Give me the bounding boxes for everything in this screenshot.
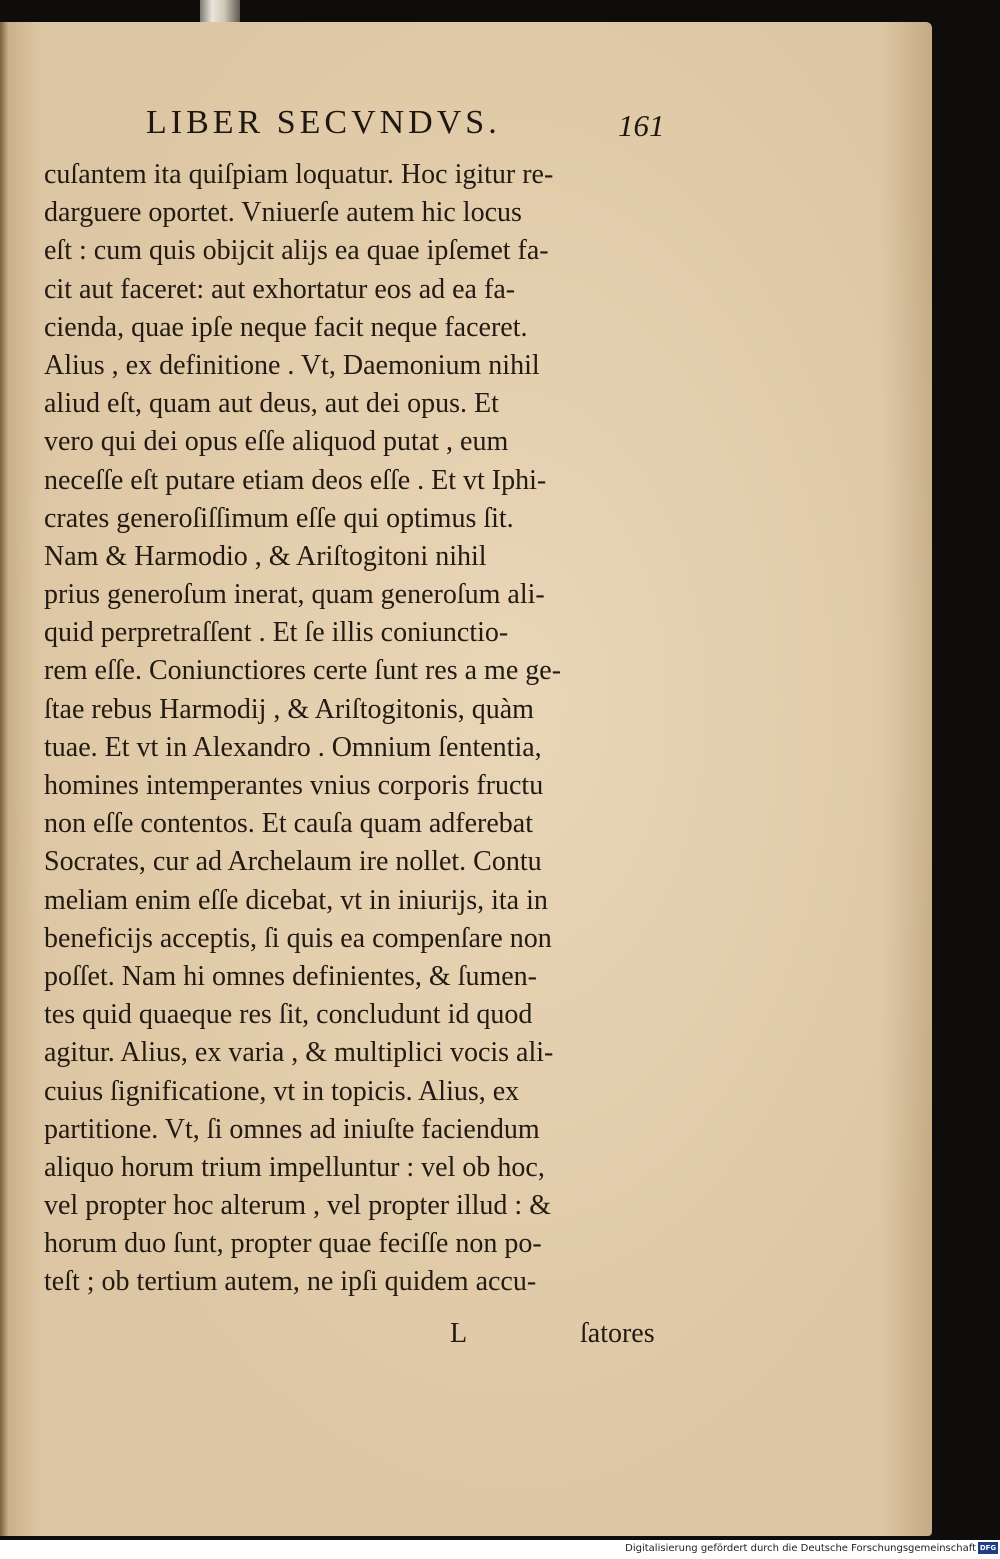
text-line: tes quid quaeque res ſit, concludunt id quod (44, 999, 533, 1031)
text-line: ſtae rebus Harmodij , & Ariſtogitonis, quàm (44, 693, 534, 725)
text-line: neceſſe eſt putare etiam deos eſſe . Et vt Iphi- (44, 464, 547, 496)
digitization-credit: Digitalisierung gefördert durch die Deutsche Forschungsgemeinschaft (625, 1543, 976, 1554)
text-line: beneficijs acceptis, ſi quis ea compenſare non (44, 922, 552, 954)
text-line: aliquo horum trium impelluntur : vel ob hoc, (44, 1151, 545, 1183)
text-line: teſt ; ob tertium autem, ne ipſi quidem accu- (44, 1266, 537, 1298)
text-line: agitur. Alius, ex varia , & multiplici vocis ali- (44, 1037, 554, 1069)
signature-mark: L (450, 1318, 468, 1349)
text-line: horum duo ſunt, propter quae feciſſe non po- (44, 1228, 542, 1260)
text-line: prius generoſum inerat, quam generoſum ali- (44, 579, 545, 611)
text-line: aliud eſt, quam aut deus, aut dei opus. Et (44, 388, 499, 420)
text-line: eſt : cum quis obijcit alijs ea quae ipſemet fa- (44, 235, 549, 267)
text-line: crates generoſiſſimum eſſe qui optimus ſit. (44, 502, 514, 534)
dfg-logo: DFG (979, 1544, 997, 1552)
text-line: cit aut faceret: aut exhortatur eos ad ea fa- (44, 273, 516, 305)
text-line: vero qui dei opus eſſe aliquod putat , eum (44, 426, 509, 458)
text-line: meliam enim eſſe dicebat, vt in iniurijs, ita in (44, 884, 548, 916)
catchword: ſatores (580, 1318, 655, 1349)
page-gutter (0, 22, 8, 1536)
text-line: cuius ſignificatione, vt in topicis. Alius, ex (44, 1075, 520, 1107)
text-line: cuſantem ita quiſpiam loquatur. Hoc igitur re- (44, 159, 554, 190)
text-line: partitione. Vt, ſi omnes ad iniuſte faciendum (44, 1113, 540, 1145)
text-line: vel propter hoc alterum , vel propter illud : & (44, 1190, 551, 1222)
text-line: Socrates, cur ad Archelaum ire nollet. Contu (44, 846, 542, 878)
text-line: rem eſſe. Coniunctiores certe ſunt res a me ge- (44, 655, 562, 687)
text-line: darguere oportet. Vniuerſe autem hic locus (44, 197, 522, 229)
text-line: non eſſe contentos. Et cauſa quam adferebat (44, 808, 534, 840)
text-line: tuae. Et vt in Alexandro . Omnium ſententia, (44, 731, 542, 763)
text-line: cienda, quae ipſe neque facit neque faceret. (44, 311, 528, 343)
text-line: poſſet. Nam hi omnes definientes, & ſumen- (44, 960, 538, 992)
text-line: Alius , ex definitione . Vt, Daemonium nihil (44, 349, 540, 381)
text-line: quid perpretraſſent . Et ſe illis coniunctio- (44, 617, 509, 649)
text-line: homines intemperantes vnius corporis fructu (44, 770, 544, 801)
page-number: 161 (618, 108, 665, 143)
text-line: Nam & Harmodio , & Ariſtogitoni nihil (44, 540, 487, 572)
running-head: LIBER SECVNDVS. (146, 104, 501, 141)
adjacent-page-edge (200, 0, 240, 22)
body-text (44, 156, 704, 1302)
